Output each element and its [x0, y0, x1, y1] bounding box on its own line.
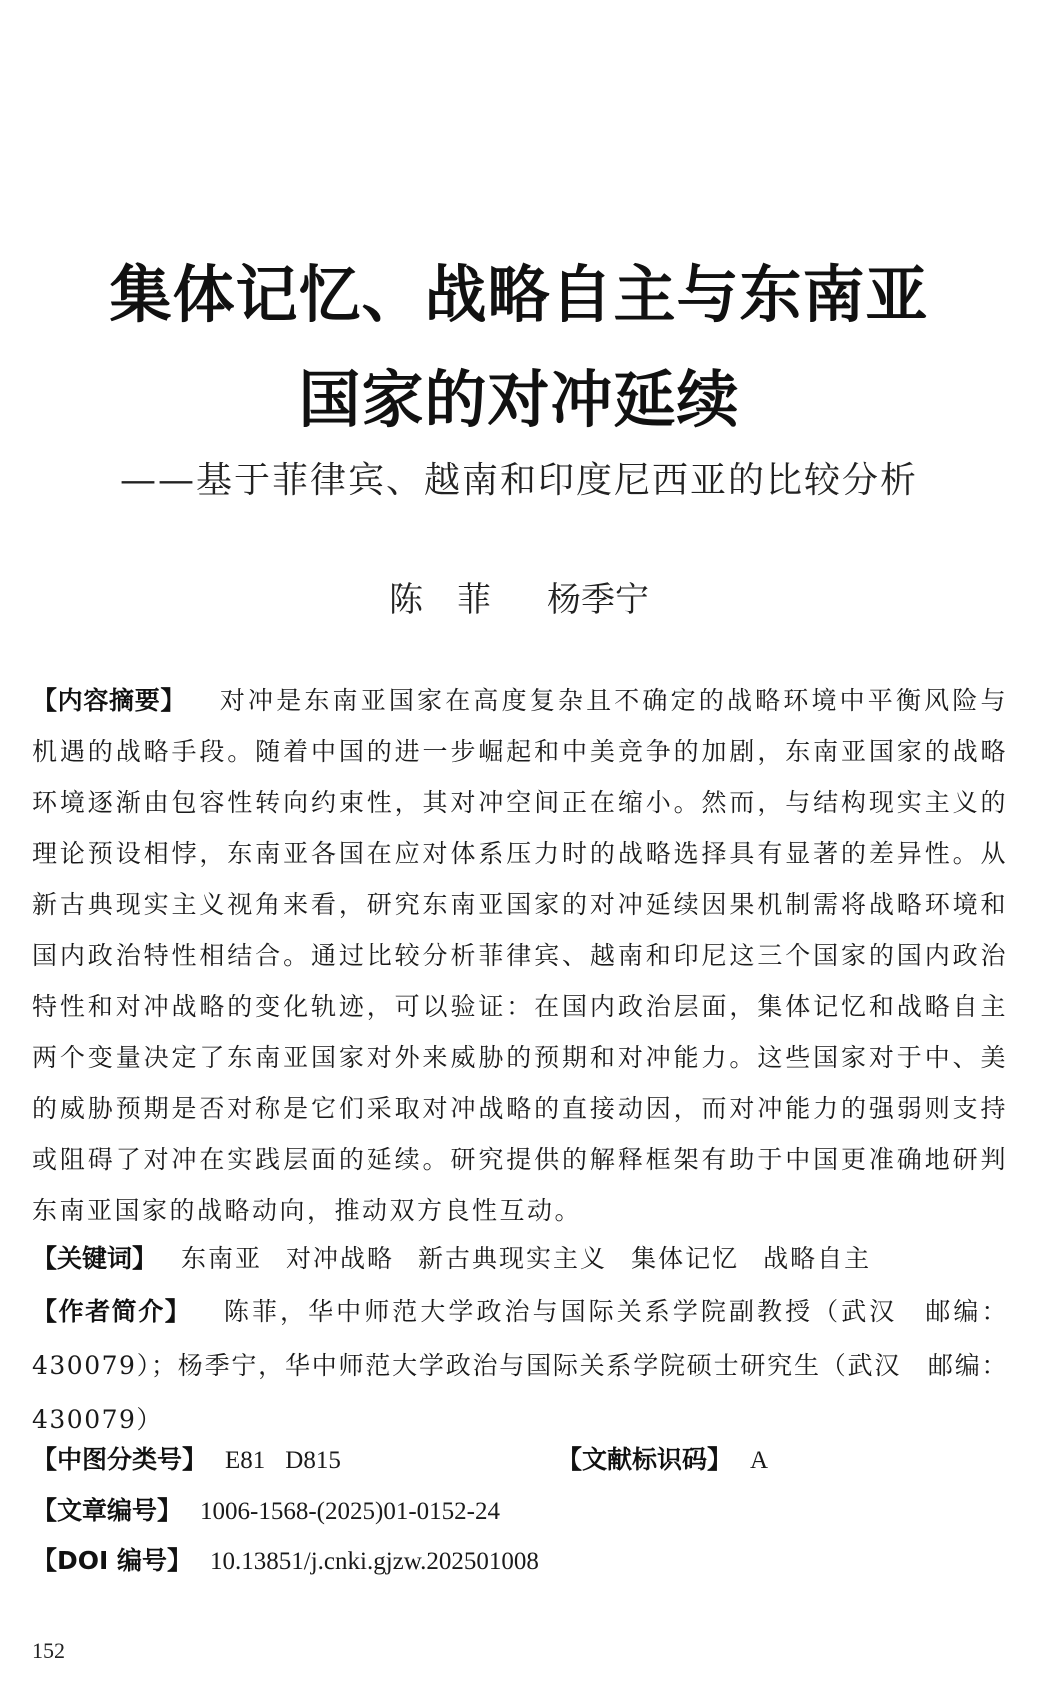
clc-value-1: E81 — [225, 1447, 266, 1474]
author-name-2: 杨季宁 — [547, 580, 649, 620]
author-intro-section — [32, 1285, 1008, 1447]
classification-row — [32, 1440, 1008, 1476]
abstract-text: 对冲是东南亚国家在高度复杂且不确定的战略环境中平衡风险与机遇的战略手段。随着中国的进一步崛起和中美竞争的加剧，东南亚国家的战略环境逐渐由包容性转向约束性，其对冲空间正在缩小。然而，与结构现实主义的理论预设相悖，东南亚各国在应对体系压力时的战略选择具有显著的差异性。从新古典现实主义视角来看，研究东南亚国家的对冲延续因果机制需将战略环境和国内政治特性相结合。通过比较分析菲律宾、越南和印尼这三个国家的国内政治特性和对冲战略的变化轨迹，可以验证：在国内政治层面，集体记忆和战略自主两个变量决定了东南亚国家对外来威胁的预期和对冲能力。这些国家对于中、美的威胁预期是否对称是它们采取对冲战略的直接动因，而对冲能力的强弱则支持或阻碍了对冲在实践层面的延续。研究提供的解释框架有助于中国更准确地研判东南亚国家的战略动向，推动双方良性互动。 — [32, 686, 1008, 1225]
author-intro-label: 【作者简介】 — [32, 1297, 192, 1326]
article-no-label: 【文章编号】 — [32, 1496, 183, 1525]
keyword-item: 东南亚 — [181, 1244, 263, 1273]
clc-value-2: D815 — [285, 1447, 341, 1474]
doi-row — [32, 1541, 1008, 1577]
abstract-section — [32, 675, 1008, 1236]
article-no-value: 1006-1568-(2025)01-0152-24 — [200, 1498, 500, 1525]
clc-label: 【中图分类号】 — [32, 1445, 208, 1474]
page-number: 152 — [32, 1638, 65, 1663]
doi-value: 10.13851/j.cnki.gjzw.202501008 — [210, 1548, 539, 1575]
author-intro-text: 陈菲，华中师范大学政治与国际关系学院副教授（武汉 邮编：430079）；杨季宁，华中师范大学政治与国际关系学院硕士研究生（武汉 邮编：430079） — [32, 1297, 1008, 1434]
doi-label: 【DOI 编号】 — [32, 1546, 193, 1575]
article-subtitle: ——基于菲律宾、越南和印度尼西亚的比较分析 — [119, 460, 918, 501]
keyword-item: 集体记忆 — [631, 1244, 740, 1273]
doc-code-label: 【文献标识码】 — [557, 1445, 733, 1474]
article-number-row — [32, 1491, 1008, 1527]
author-name-1: 陈 菲 — [389, 580, 491, 620]
article-title-line-1: 集体记忆、战略自主与东南亚 — [109, 258, 929, 331]
keywords-section — [32, 1239, 1008, 1275]
keywords-label: 【关键词】 — [32, 1244, 158, 1273]
document-code — [557, 1440, 768, 1476]
keyword-item: 对冲战略 — [286, 1244, 395, 1273]
doc-code-value: A — [750, 1447, 769, 1474]
keyword-item: 战略自主 — [763, 1244, 872, 1273]
author-names — [0, 572, 1038, 621]
abstract-label: 【内容摘要】 — [32, 686, 187, 715]
keyword-item: 新古典现实主义 — [418, 1244, 608, 1273]
article-title-line-2: 国家的对冲延续 — [298, 363, 740, 436]
